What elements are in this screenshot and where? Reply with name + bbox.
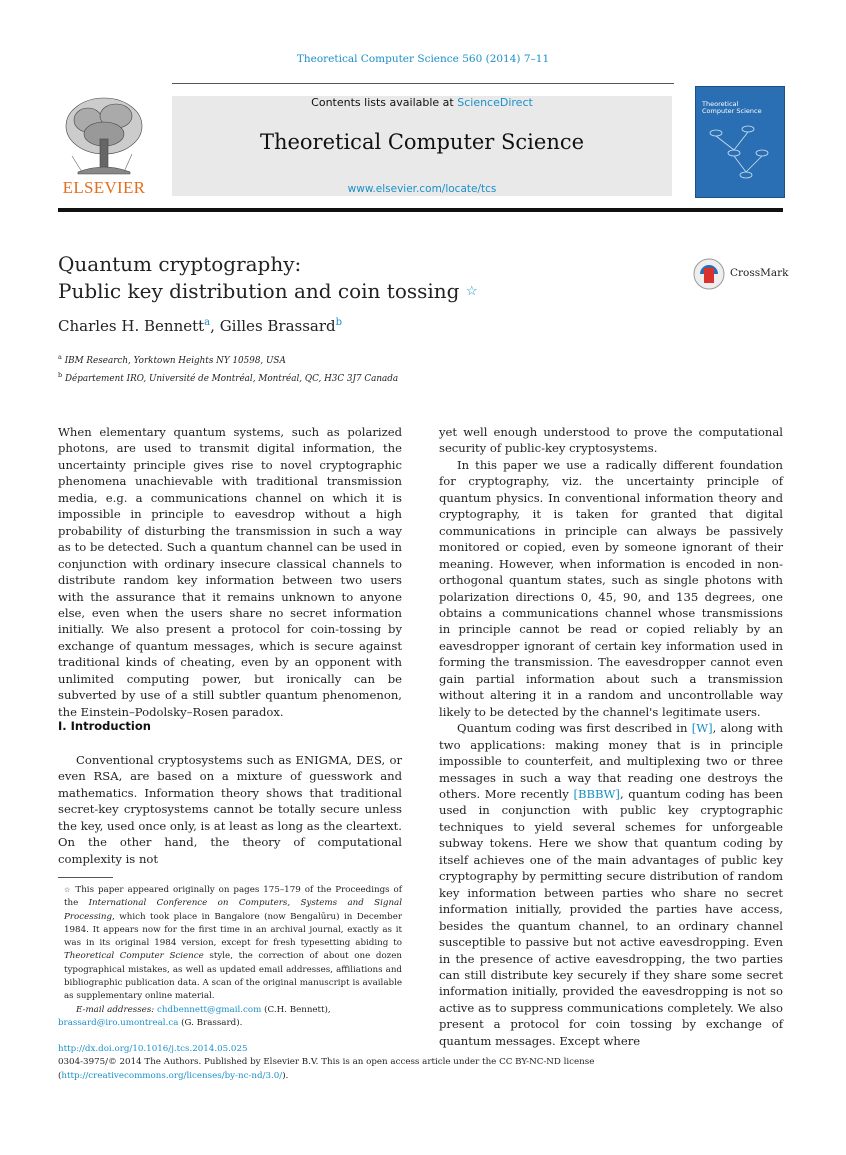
header-rule <box>58 208 783 212</box>
paper-title <box>58 251 658 305</box>
footnote: ☆ This paper appeared originally on pages 175–179 of the Proceedings of the International Conference on Computers, Systems and Signal Processing, which took place in Bangalore (now Bengalūru) in December 1984. It appears now for the first time in an archival journal, exactly as it was in its original 1984 version, except for fresh typesetting abiding to Theoretical Computer Science style, the correction of about one dozen typographical mistakes, as well as updated email addresses, affiliations and bibliographic publication data. A scan of the original manuscript is available as supplementary online material. E-mail addresses: chdbennett@gmail.com (C.H. Bennett), brassard@iro.umontreal.ca (G. Brassard). <box>58 885 402 1028</box>
footnote-rule <box>58 877 113 878</box>
crossmark-label: CrossMark <box>730 267 789 279</box>
crossmark-icon <box>693 258 725 290</box>
title-line-2: Public key distribution and coin tossing <box>58 279 460 303</box>
right-paragraph-0: yet well enough understood to prove the computational security of public-key cryptosystems. <box>439 425 783 456</box>
affil-link-b[interactable]: b <box>335 317 343 328</box>
author-bennett: Charles H. Bennett <box>58 317 205 335</box>
right-paragraph-2: Quantum coding was first described in [W], along with two applications: making money that is in principle impossible to counterfeit, and multiplexing two or three messages in such a way that reading one destroys the others. More recently [BBBW], quantum coding has been used in conjunction with public key cryptographic techniques to yield several schemes for unforgeable subway tokens. Here we show that quantum coding by itself achieves one of the main advantages of public key cryptography by permitting secure distribution of random key information between parties who share no secret information initially, provided the parties have access, besides the quantum channel, to an ordinary channel susceptible to passive but not active eavesdropping. Even in the presence of active eavesdropping, the two parties can still distribute key securely if they share some secret information initially, provided the eavesdropping is not so active as to suppress communications completely. We also present a protocol for coin tossing by exchange of quantum messages. Except where <box>439 721 783 1048</box>
citation-bbbw[interactable]: [BBBW] <box>573 786 620 801</box>
citation-w[interactable]: [W] <box>691 721 713 736</box>
publisher-name: ELSEVIER <box>62 178 146 197</box>
contents-prefix: Contents lists available at <box>311 96 454 109</box>
right-column <box>439 424 783 1049</box>
journal-title: Theoretical Computer Science <box>259 130 585 154</box>
intro-paragraph-1: Conventional cryptosystems such as ENIGMA, DES, or even RSA, are based on a mixture of guesswork and mathematics. Information theory shows that traditional secret-key cryptosystems cannot be totally secure unless the key, used once only, is at least as long as the cleartext. On the other hand, the theory of computational complexity is not <box>58 753 402 866</box>
publication-info: http://dx.doi.org/10.1016/j.tcs.2014.05.025 0304-3975/© 2014 The Authors. Published by Elsevier B.V. This is an open access article under the CC BY-NC-ND license (http://creativecommons.org/licenses/by-nc-nd/3.0/). <box>58 1043 783 1083</box>
intro-left-column <box>58 752 402 867</box>
title-line-1: Quantum cryptography: <box>58 252 302 276</box>
affil-link-a[interactable]: a <box>204 317 211 328</box>
footnote-symbol: ☆ <box>64 886 72 894</box>
right-paragraph-1: In this paper we use a radically different foundation for cryptography, viz. the uncertainty principle of quantum physics. In conventional information theory and cryptography, it is taken for granted that digital communications in principle can always be passively monitored or copied, even by someone ignorant of their meaning. However, when information is encoded in non-orthogonal quantum states, such as single photons with polarization directions 0, 45, 90, and 135 degrees, one obtains a communications channel whose transmissions in principle cannot be read or copied reliably by an eavesdropper ignorant of certain key information used in forming the transmission. The eavesdropper cannot even gain partial information about such a transmission without altering it in a random and uncontrollable way likely to be detected by the channel's legitimate users. <box>439 457 783 719</box>
journal-url-link[interactable]: www.elsevier.com/locate/tcs <box>347 183 497 195</box>
affiliation-a: $^a$ IBM Research, Yorktown Heights NY 10598, USA <box>58 353 286 366</box>
abstract <box>58 424 402 720</box>
title-footnote-marker[interactable]: ☆ <box>465 284 478 299</box>
section-heading-introduction: I. Introduction <box>58 719 151 733</box>
email-link-brassard[interactable]: brassard@iro.umontreal.ca <box>58 1017 179 1028</box>
affiliation-b: $^b$ Département IRO, Université de Montréal, Montréal, QC, H3C 3J7 Canada <box>58 370 399 384</box>
journal-reference[interactable]: Theoretical Computer Science 560 (2014) 7–11 <box>296 53 550 65</box>
journal-cover-image[interactable] <box>695 86 785 198</box>
email-link-bennett[interactable]: chdbennett@gmail.com <box>156 1004 262 1015</box>
crossmark-badge[interactable] <box>693 258 788 290</box>
abstract-text: When elementary quantum systems, such as polarized photons, are used to transmit digital information, the uncertainty principle gives rise to novel cryptographic phenomena unachievable with traditional transmission media, e.g. a communications channel on which it is impossible in principle to eavesdrop without a high probability of disturbing the transmission in such a way as to be detected. Such a quantum channel can be used in conjunction with ordinary insecure classical channels to distribute random key information between two users with the assurance that it remains unknown to anyone else, even when the users share no secret information initially. We also present a protocol for coin-tossing by exchange of quantum messages, which is secure against traditional kinds of cheating, even by an opponent with unlimited computing power, but ironically can be subverted by use of a still subtler quantum phenomenon, the Einstein–Podolsky–Rosen paradox. <box>58 425 402 719</box>
cover-title: Theoretical Computer Science <box>702 100 762 115</box>
doi-link[interactable]: http://dx.doi.org/10.1016/j.tcs.2014.05.025 <box>58 1044 248 1054</box>
contents-line <box>172 96 672 109</box>
author-line: Charles H. Bennett$^a$, Gilles Brassard$^b$ <box>58 317 343 335</box>
affiliations <box>58 350 398 386</box>
header-divider <box>172 83 674 84</box>
license-text: 0304-3975/© 2014 The Authors. Published by Elsevier B.V. This is an open access article under the CC BY-NC-ND license <box>58 1057 595 1068</box>
license-link[interactable]: http://creativecommons.org/licenses/by-nc-nd/3.0/ <box>61 1070 283 1081</box>
sciencedirect-link[interactable]: ScienceDirect <box>457 96 533 109</box>
author-brassard: Gilles Brassard <box>219 317 336 335</box>
cover-diagram-icon <box>704 123 776 189</box>
